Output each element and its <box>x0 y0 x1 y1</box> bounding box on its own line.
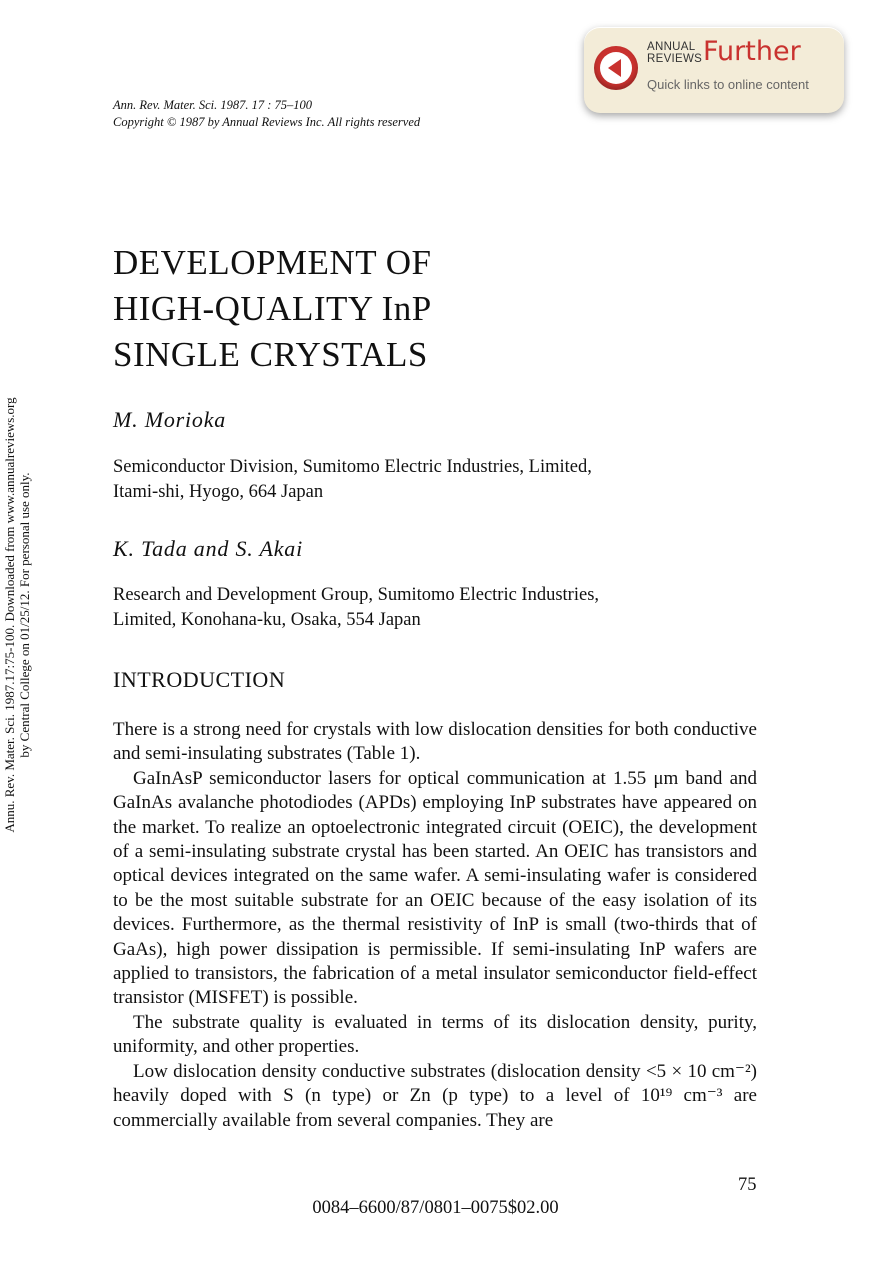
badge-further-label: Further <box>703 36 801 67</box>
author-affiliation <box>113 455 592 504</box>
badge-annual-label: ANNUAL <box>647 41 696 53</box>
badge-reviews-label: REVIEWS <box>647 53 703 65</box>
body-paragraph: GaInAsP semiconductor lasers for optical communication at 1.55 μm band and GaInAs avalanche photodiodes (APDs) employing InP substrates have appeared on the market. To realize an optoelectronic integrated circuit (OEIC), the development of a semi-insulating substrate crystal has been started. An OEIC has transistors and optical devices integrated on the same wafer. A semi-insulating wafer is considered to be the most suitable substrate for an OEIC because of the easy isolation of its devices. Furthermore, as the thermal resistivity of InP is small (two-thirds that of GaAs), high power dissipation is permissible. If semi-insulating InP wafers are applied to transistors, the fabrication of a metal insulator semiconductor field-effect transistor (MISFET) is possible. <box>113 767 757 1009</box>
article-body <box>113 718 757 1133</box>
journal-header <box>113 97 420 131</box>
badge-annual-reviews <box>647 41 702 65</box>
section-heading: INTRODUCTION <box>113 667 286 692</box>
footer-code: 0084–6600/87/0801–0075$02.00 <box>312 1198 559 1218</box>
side-note-line1: Annu. Rev. Mater. Sci. 1987.17:75-100. Downloaded from www.annualreviews.org <box>2 397 17 833</box>
article-title <box>113 240 432 378</box>
download-side-note <box>2 315 32 915</box>
affiliation-line: Itami-shi, Hyogo, 664 Japan <box>113 481 324 502</box>
badge-subtitle: Quick links to online content <box>647 77 809 92</box>
affiliation-line: Research and Development Group, Sumitomo Electric Industries, <box>113 585 600 605</box>
journal-citation: Ann. Rev. Mater. Sci. 1987. 17 : 75–100 <box>113 98 313 112</box>
affiliation-line: Limited, Konohana-ku, Osaka, 554 Japan <box>113 609 421 630</box>
title-line-3: SINGLE CRYSTALS <box>113 335 428 374</box>
page-number: 75 <box>738 1175 757 1195</box>
journal-copyright: Copyright © 1987 by Annual Reviews Inc. All rights reserved <box>113 115 421 129</box>
title-line-2: HIGH-QUALITY InP <box>113 289 432 328</box>
author-affiliation <box>113 583 599 632</box>
body-paragraph: There is a strong need for crystals with low dislocation densities for both conductive and semi-insulating substrates (Table 1). <box>113 719 757 765</box>
play-arrow-icon <box>594 46 638 90</box>
body-paragraph: Low dislocation density conductive substrates (dislocation density <5 × 10 cm⁻²) heavily doped with S (n type) or Zn (p type) to a level of 10¹⁹ cm⁻³ are commercially available from several companies. They are <box>113 1060 757 1131</box>
side-note-line2: by Central College on 01/25/12. For personal use only. <box>17 472 32 758</box>
annual-reviews-further-badge[interactable] <box>584 27 844 113</box>
author-name: K. Tada and S. Akai <box>113 536 304 561</box>
body-paragraph: The substrate quality is evaluated in terms of its dislocation density, purity, uniformity, and other properties. <box>113 1011 757 1058</box>
affiliation-line: Semiconductor Division, Sumitomo Electric Industries, Limited, <box>113 457 592 477</box>
title-line-1: DEVELOPMENT OF <box>113 243 432 282</box>
author-name: M. Morioka <box>113 407 227 432</box>
